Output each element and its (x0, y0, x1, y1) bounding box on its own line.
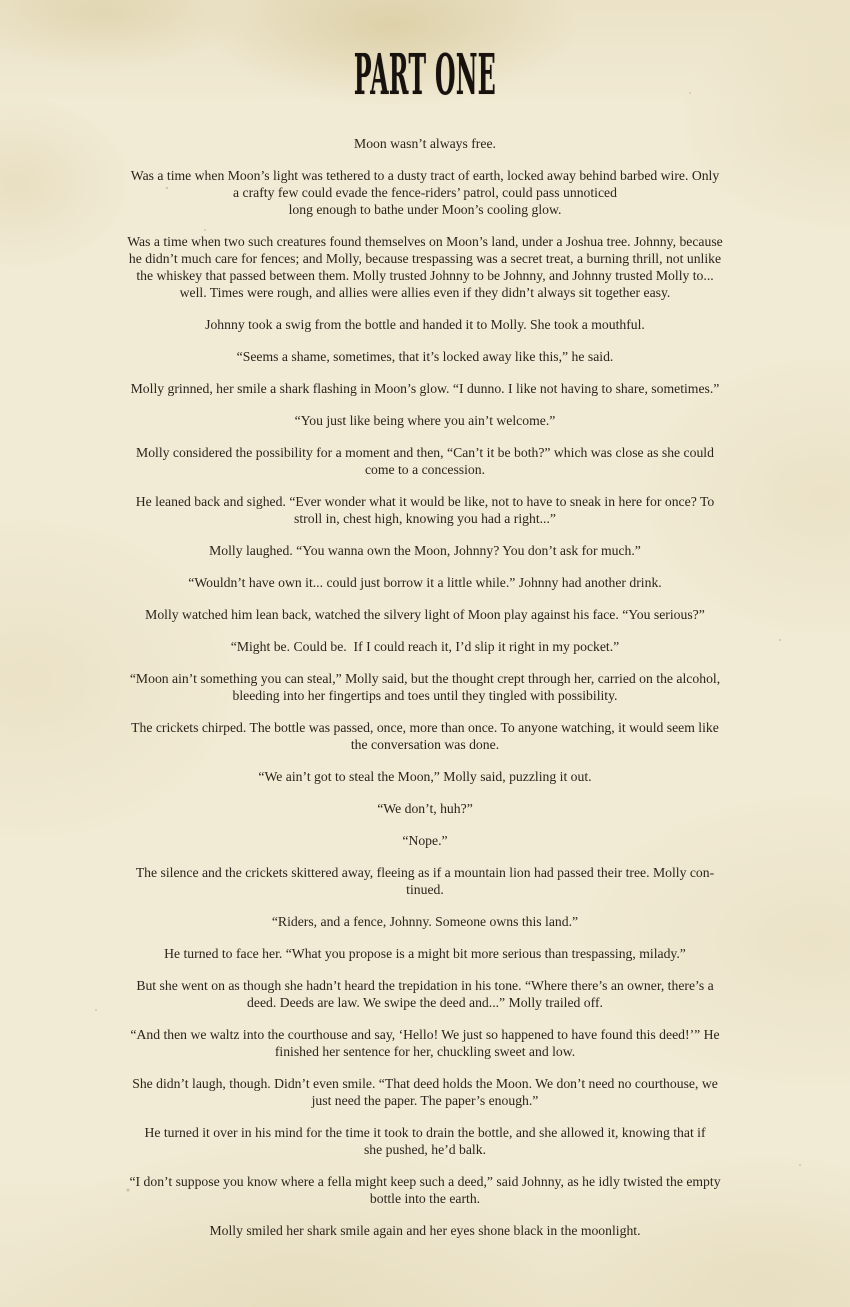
story-line: He turned it over in his mind for the time it took to drain the bottle, and she allowed it, knowing that if (144, 1125, 706, 1140)
story-text (105, 135, 745, 1254)
paragraph (105, 316, 745, 333)
story-line: Molly grinned, her smile a shark flashing in Moon’s glow. “I dunno. I like not having to share, sometimes.” (130, 381, 720, 396)
paragraph (105, 412, 745, 429)
part-title: PART ONE (353, 42, 497, 108)
story-line: Was a time when Moon’s light was tethered to a dusty tract of earth, locked away behind barbed wire. Only (130, 168, 720, 183)
paragraph (105, 832, 745, 849)
story-line: tinued. (406, 882, 444, 897)
story-line: bottle into the earth. (369, 1191, 481, 1206)
story-line: “We don’t, huh?” (377, 801, 473, 816)
story-line: finished her sentence for her, chuckling sweet and low. (274, 1044, 576, 1059)
story-line: Was a time when two such creatures found themselves on Moon’s land, under a Joshua tree. Johnny, because (127, 234, 723, 249)
paragraph (105, 380, 745, 397)
paragraph (105, 233, 745, 301)
story-line: He turned to face her. “What you propose is a might bit more serious than trespassing, milady.” (164, 946, 686, 961)
paragraph (105, 800, 745, 817)
story-line: He leaned back and sighed. “Ever wonder what it would be like, not to have to sneak in here for once? To (135, 494, 715, 509)
story-line: “Nope.” (402, 833, 448, 848)
story-line: Molly smiled her shark smile again and her eyes shone black in the moonlight. (209, 1223, 641, 1238)
paragraph (105, 719, 745, 753)
story-line: “And then we waltz into the courthouse and say, ‘Hello! We just so happened to have found this deed!’” He (130, 1027, 720, 1042)
paragraph (105, 348, 745, 365)
story-line: The silence and the crickets skittered away, fleeing as if a mountain lion had passed their tree. Molly con- (135, 865, 715, 880)
story-line: But she went on as though she hadn’t heard the trepidation in his tone. “Where there’s an owner, there’s a (136, 978, 714, 993)
paragraph (105, 1124, 745, 1158)
story-line: Molly considered the possibility for a moment and then, “Can’t it be both?” which was close as she could (136, 445, 714, 460)
story-line: “We ain’t got to steal the Moon,” Molly said, puzzling it out. (258, 769, 592, 784)
story-line: deed. Deeds are law. We swipe the deed and...” Molly trailed off. (247, 995, 603, 1010)
story-line: “I don’t suppose you know where a fella might keep such a deed,” said Johnny, as he idly twisted the empty (129, 1174, 721, 1189)
paragraph (105, 444, 745, 478)
paragraph (105, 167, 745, 218)
paragraph (105, 768, 745, 785)
paragraph (105, 542, 745, 559)
story-line: he didn’t much care for fences; and Molly, because trespassing was a secret treat, a burning thrill, not unlike (128, 251, 722, 266)
paragraph (105, 913, 745, 930)
paragraph (105, 606, 745, 623)
story-line: Moon wasn’t always free. (354, 136, 496, 151)
paragraph (105, 864, 745, 898)
paragraph (105, 1075, 745, 1109)
paragraph (105, 1222, 745, 1239)
story-line: she pushed, he’d balk. (363, 1142, 487, 1157)
story-line: well. Times were rough, and allies were allies even if they didn’t always sit together easy. (179, 285, 671, 300)
story-line: just need the paper. The paper’s enough.” (311, 1093, 539, 1108)
story-line: “You just like being where you ain’t welcome.” (294, 413, 556, 428)
story-line: long enough to bathe under Moon’s cooling glow. (288, 202, 562, 217)
paragraph (105, 977, 745, 1011)
story-line: She didn’t laugh, though. Didn’t even smile. “That deed holds the Moon. We don’t need no courthouse, we (132, 1076, 718, 1091)
story-line: “Riders, and a fence, Johnny. Someone owns this land.” (271, 914, 579, 929)
story-line: “Seems a shame, sometimes, that it’s locked away like this,” he said. (236, 349, 614, 364)
paragraph (105, 493, 745, 527)
story-line: the conversation was done. (350, 737, 500, 752)
paragraph (105, 638, 745, 655)
paragraph (105, 1173, 745, 1207)
paragraph (105, 945, 745, 962)
story-line: a crafty few could evade the fence-riders’ patrol, could pass unnoticed (233, 185, 617, 200)
paragraph (105, 574, 745, 591)
story-line: stroll in, chest high, knowing you had a right...” (294, 511, 556, 526)
story-line: Molly watched him lean back, watched the silvery light of Moon play against his face. “You serious?” (145, 607, 705, 622)
story-line: the whiskey that passed between them. Molly trusted Johnny to be Johnny, and Johnny trusted Molly to... (136, 268, 714, 283)
story-line: bleeding into her fingertips and toes until they tingled with possibility. (232, 688, 618, 703)
paragraph (105, 135, 745, 152)
story-line: The crickets chirped. The bottle was passed, once, more than once. To anyone watching, it would seem like (131, 720, 719, 735)
story-line: “Moon ain’t something you can steal,” Molly said, but the thought crept through her, carried on the alcohol, (129, 671, 721, 686)
story-line: come to a concession. (364, 462, 486, 477)
story-line: “Wouldn’t have own it... could just borrow it a little while.” Johnny had another drink. (188, 575, 662, 590)
paragraph (105, 1026, 745, 1060)
story-line: Molly laughed. “You wanna own the Moon, Johnny? You don’t ask for much.” (209, 543, 641, 558)
story-line: Johnny took a swig from the bottle and handed it to Molly. She took a mouthful. (205, 317, 645, 332)
paragraph (105, 670, 745, 704)
story-line: “Might be. Could be. If I could reach it, I’d slip it right in my pocket.” (230, 639, 620, 654)
